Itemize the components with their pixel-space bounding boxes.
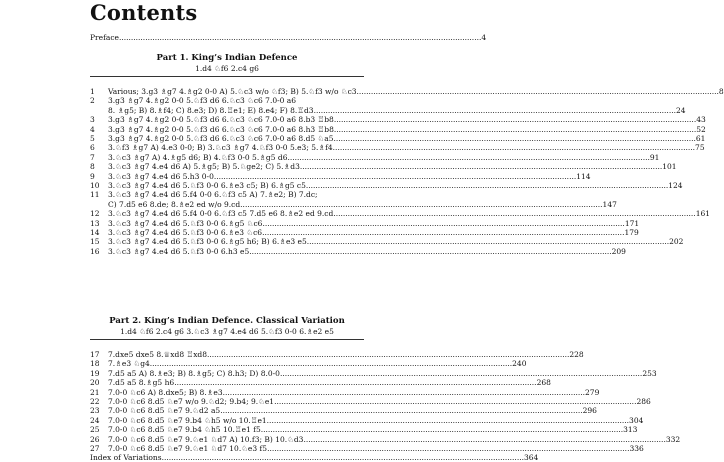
part2-heading: Part 2. King’s Indian Defence. Classical Variation	[109, 316, 345, 326]
chapter-entry[interactable]	[90, 152, 660, 162]
chapter-title: 3.♘c3 ♗g7 4.e4 d6 5.f4 0-0 6.♘f3 c5 7.d5 e6 8.♗e2 ed 9.cd	[108, 209, 334, 219]
chapter-entry[interactable]	[90, 190, 364, 199]
chapter-number: 2	[90, 96, 95, 106]
chapter-entry[interactable]	[90, 218, 640, 228]
chapter-page: 286	[636, 397, 651, 406]
dot-leader	[334, 134, 696, 143]
chapter-entry[interactable]	[90, 387, 600, 397]
dot-leader	[306, 181, 668, 190]
part1-heading: Part 1. King’s Indian Defence	[156, 53, 298, 63]
chapter-title: 7.0-0 ♘c6 8.d5 ♘e7 9.♘e1 ♘d7 10.♘e3 f5	[108, 444, 268, 453]
chapter-entry[interactable]	[90, 228, 639, 237]
chapter-entry[interactable]	[90, 209, 711, 219]
chapter-page: 124	[668, 181, 683, 190]
chapter-page: 296	[582, 406, 597, 416]
chapter-title: 7.0-0 ♘c6 8.d5 ♘e7 9.♘d2 a5	[108, 406, 221, 416]
chapter-page: 171	[624, 218, 640, 228]
chapter-page: 101	[662, 162, 677, 172]
dot-leader	[214, 172, 576, 181]
dot-leader	[150, 359, 512, 368]
chapter-entry[interactable]	[90, 406, 597, 416]
dot-leader	[262, 228, 624, 237]
chapter-title: 3.♘c3 ♗g7 4.e4 d6 5.♘f3 0-0 6.h3 e5	[108, 246, 250, 256]
chapter-title: 3.♘f3 ♗g7 A) 4.e3 0-0; B) 3.♘c3 ♗g7 4.♘f3 0-0 5.e3; 5.♗f4	[108, 143, 333, 153]
index-label: Index of Variations	[90, 453, 162, 462]
chapter-title: 3.g3 ♗g7 4.♗g2 0-0 5.♘f3 d6 6.♘c3 ♘c6 7.0-0 a6 8.d5 ♘a5	[108, 134, 334, 143]
chapter-page: 240	[512, 359, 527, 369]
dot-leader	[333, 143, 695, 152]
dot-leader	[119, 33, 481, 42]
chapter-page: 336	[629, 444, 644, 453]
chapter-page: 332	[665, 434, 681, 444]
chapter-title: 7.d5 a5 A) 8.♗e3; B) 8.♗g5; C) 8.h3; D) 8.0-0	[108, 368, 280, 378]
chapter-page: 161	[695, 209, 711, 219]
dot-leader	[220, 406, 582, 415]
chapter-title: 3.♘c3 ♗g7 4.e4 d6 5.♘f3 0-0 6.♗e3 c5; B) 6.♗g5 c5	[108, 181, 306, 190]
chapter-page: 114	[576, 171, 591, 181]
chapter-page: 52	[696, 124, 706, 134]
chapter-title: 3.♘c3 ♗g7 A) 4.♗g5 d6; B) 4.♘f3 0-0 5.♗g5 d6	[108, 152, 288, 162]
chapter-number: 1	[90, 87, 95, 96]
chapter-title: 3.♘c3 ♗g7 4.e4 d6 5.♘f3 0-0 6.♗e3 ♘c6	[108, 228, 263, 237]
chapter-number: 15	[90, 237, 100, 247]
chapter-number: 10	[90, 181, 100, 190]
chapter-page: 304	[629, 415, 644, 425]
chapter-entry[interactable]	[90, 115, 706, 125]
chapter-entry[interactable]	[90, 162, 677, 172]
chapter-entry[interactable]	[90, 134, 706, 143]
chapter-entry[interactable]	[90, 246, 626, 256]
chapter-entry[interactable]	[90, 415, 644, 425]
dot-leader	[240, 200, 602, 209]
chapter-page: 24	[675, 105, 686, 115]
chapter-number: 8	[90, 162, 95, 172]
chapter-page: 8	[718, 87, 724, 96]
dot-leader	[287, 153, 649, 162]
chapter-number: 21	[90, 387, 100, 397]
chapter-number: 22	[90, 397, 100, 406]
chapter-page: 202	[669, 237, 684, 247]
dot-leader	[303, 435, 665, 444]
chapter-title: 7.♗e3 ♘g4	[108, 359, 150, 369]
chapter-page: 61	[695, 134, 706, 143]
chapter-title: 3.g3 ♗g7 4.♗g2 0-0 5.♘f3 d6 6.♘c3 ♘c6 7.0-0 a6	[108, 96, 297, 106]
chapter-title: 3.♘c3 ♗g7 4.e4 d6 5.f4 0-0 6.♘f3 c5 A) 7.♗e2; B) 7.dc;	[108, 190, 318, 200]
part1-moves: 1.d4 ♘f6 2.c4 g6	[195, 64, 259, 73]
dot-leader	[334, 115, 696, 124]
preface-entry[interactable]	[90, 33, 487, 42]
chapter-page: 313	[623, 425, 638, 435]
part2-moves: 1.d4 ♘f6 2.c4 g6 3.♘c3 ♗g7 4.e4 d6 5.♘f3 0-0 6.♗e2 e5	[120, 327, 334, 336]
chapter-title: 7.0-0 ♘c6 8.d5 ♘e7 9.b4 ♘h5 10.♖e1 f5	[108, 425, 261, 435]
chapter-entry[interactable]	[90, 124, 706, 134]
dot-leader	[334, 125, 696, 134]
chapter-title: Various; 3.g3 ♗g7 4.♗g2 0-0 A) 5.♘c3 w/o ♘f3; B) 5.♘f3 w/o ♘c3	[108, 87, 357, 96]
chapter-entry[interactable]	[90, 350, 584, 359]
chapter-number: 25	[90, 425, 100, 435]
chapter-entry[interactable]	[90, 425, 638, 435]
dot-leader	[274, 397, 636, 406]
chapter-entry[interactable]	[90, 143, 705, 153]
chapter-number: 24	[90, 415, 100, 425]
chapter-title: 7.0-0 ♘c6 8.d5 ♘e7 w/o 9.♘d2; 9.b4; 9.♘e1	[108, 397, 275, 406]
chapter-entry[interactable]	[90, 181, 683, 190]
dot-leader	[267, 444, 629, 453]
dot-leader	[314, 106, 676, 115]
dot-leader	[207, 350, 569, 359]
chapter-number: 14	[90, 228, 100, 237]
preface-label: Preface	[90, 33, 119, 42]
dot-leader	[162, 453, 524, 462]
chapter-entry[interactable]	[90, 378, 551, 388]
chapter-entry[interactable]	[90, 87, 724, 96]
index-entry[interactable]	[90, 453, 539, 462]
chapter-number: 16	[90, 246, 100, 256]
dot-leader	[267, 416, 629, 425]
index-page: 364	[523, 453, 539, 462]
chapter-number: 20	[90, 378, 100, 388]
chapter-number: 23	[90, 406, 100, 416]
chapter-entry-continued[interactable]	[108, 105, 686, 115]
dot-leader	[307, 237, 669, 246]
chapter-entry[interactable]	[90, 171, 591, 181]
chapter-entry[interactable]	[90, 397, 651, 406]
chapter-number: 6	[90, 143, 95, 153]
chapter-page: 75	[695, 143, 705, 153]
chapter-page: 179	[624, 228, 639, 237]
dot-leader	[261, 425, 623, 434]
chapter-title: C) 7.d5 e6 8.de; 8.♗e2 ed w/o 9.cd	[108, 199, 241, 209]
chapter-number: 9	[90, 171, 95, 181]
chapter-number: 3	[90, 115, 95, 125]
part1-rule	[90, 76, 364, 77]
chapter-entry[interactable]	[90, 444, 644, 453]
chapter-title: 3.g3 ♗g7 4.♗g2 0-0 5.♘f3 d6 6.♘c3 ♘c6 7.0-0 a6 8.h3 ♖b8	[108, 124, 334, 134]
chapter-title: 7.0-0 ♘c6 A) 8.dxe5; B) 8.♗e3	[108, 387, 223, 397]
chapter-number: 18	[90, 359, 100, 369]
chapter-number: 27	[90, 444, 100, 453]
dot-leader	[223, 388, 585, 397]
chapter-title: 3.g3 ♗g7 4.♗g2 0-0 5.♘f3 d6 6.♘c3 ♘c6 7.0-0 a6 8.b3 ♖b8	[108, 115, 334, 125]
chapter-number: 12	[90, 209, 100, 219]
chapter-number: 19	[90, 368, 100, 378]
chapter-entry[interactable]	[90, 359, 527, 369]
chapter-page: 147	[602, 199, 617, 209]
page-title: Contents	[90, 0, 198, 25]
dot-leader	[300, 162, 662, 171]
chapter-entry[interactable]	[90, 96, 364, 105]
chapter-title: 7.d5 a5 8.♗g5 h6	[108, 378, 175, 388]
dot-leader	[357, 87, 719, 96]
chapter-page: 279	[585, 387, 600, 397]
chapter-number: 26	[90, 434, 100, 444]
chapter-page: 253	[642, 368, 657, 378]
preface-page: 4	[481, 33, 487, 42]
dot-leader	[249, 247, 611, 256]
dot-leader	[333, 209, 695, 218]
chapter-page: 91	[649, 152, 660, 162]
chapter-entry[interactable]	[90, 237, 684, 247]
chapter-title: 3.♘c3 ♗g7 4.e4 d6 5.♘f3 0-0 6.♗g5 h6; B) 6.♗e3 e5	[108, 237, 307, 247]
chapter-number: 5	[90, 134, 95, 143]
chapter-title: 3.♘c3 ♗g7 4.e4 d6 5.♘f3 0-0 6.♗g5 ♘c6	[108, 218, 263, 228]
chapter-title: 3.♘c3 ♗g7 4.e4 d6 A) 5.♗g5; B) 5.♘ge2; C) 5.♗d3	[108, 162, 300, 172]
chapter-title: 3.♘c3 ♗g7 4.e4 d6 5.h3 0-0	[108, 171, 214, 181]
dot-leader	[174, 378, 536, 387]
chapter-number: 11	[90, 190, 100, 200]
chapter-title: 7.0-0 ♘c6 8.d5 ♘e7 9.b4 ♘h5 w/o 10.♖e1	[108, 415, 267, 425]
chapter-title: 7.dxe5 dxe5 8.♕xd8 ♖xd8	[108, 350, 207, 359]
chapter-entry[interactable]	[90, 368, 657, 378]
chapter-entry-continued[interactable]	[108, 199, 617, 209]
chapter-page: 209	[611, 246, 626, 256]
chapter-page: 43	[696, 115, 706, 125]
chapter-entry[interactable]	[90, 434, 681, 444]
chapter-number: 13	[90, 218, 100, 228]
chapter-number: 17	[90, 350, 100, 359]
chapter-page: 228	[569, 350, 584, 359]
chapter-title: 7.0-0 ♘c6 8.d5 ♘e7 9.♘e1 ♘d7 A) 10.f3; B) 10.♘d3	[108, 434, 304, 444]
part2-rule	[90, 339, 364, 340]
chapter-title: 8. ♗g5; B) 8.♗f4; C) 8.e3; D) 8.♖e1; E) 8.e4; F) 8.♖d3	[108, 105, 314, 115]
chapter-number: 7	[90, 152, 95, 162]
chapter-number: 4	[90, 124, 95, 134]
dot-leader	[262, 219, 624, 228]
dot-leader	[280, 369, 642, 378]
chapter-page: 268	[536, 378, 551, 388]
